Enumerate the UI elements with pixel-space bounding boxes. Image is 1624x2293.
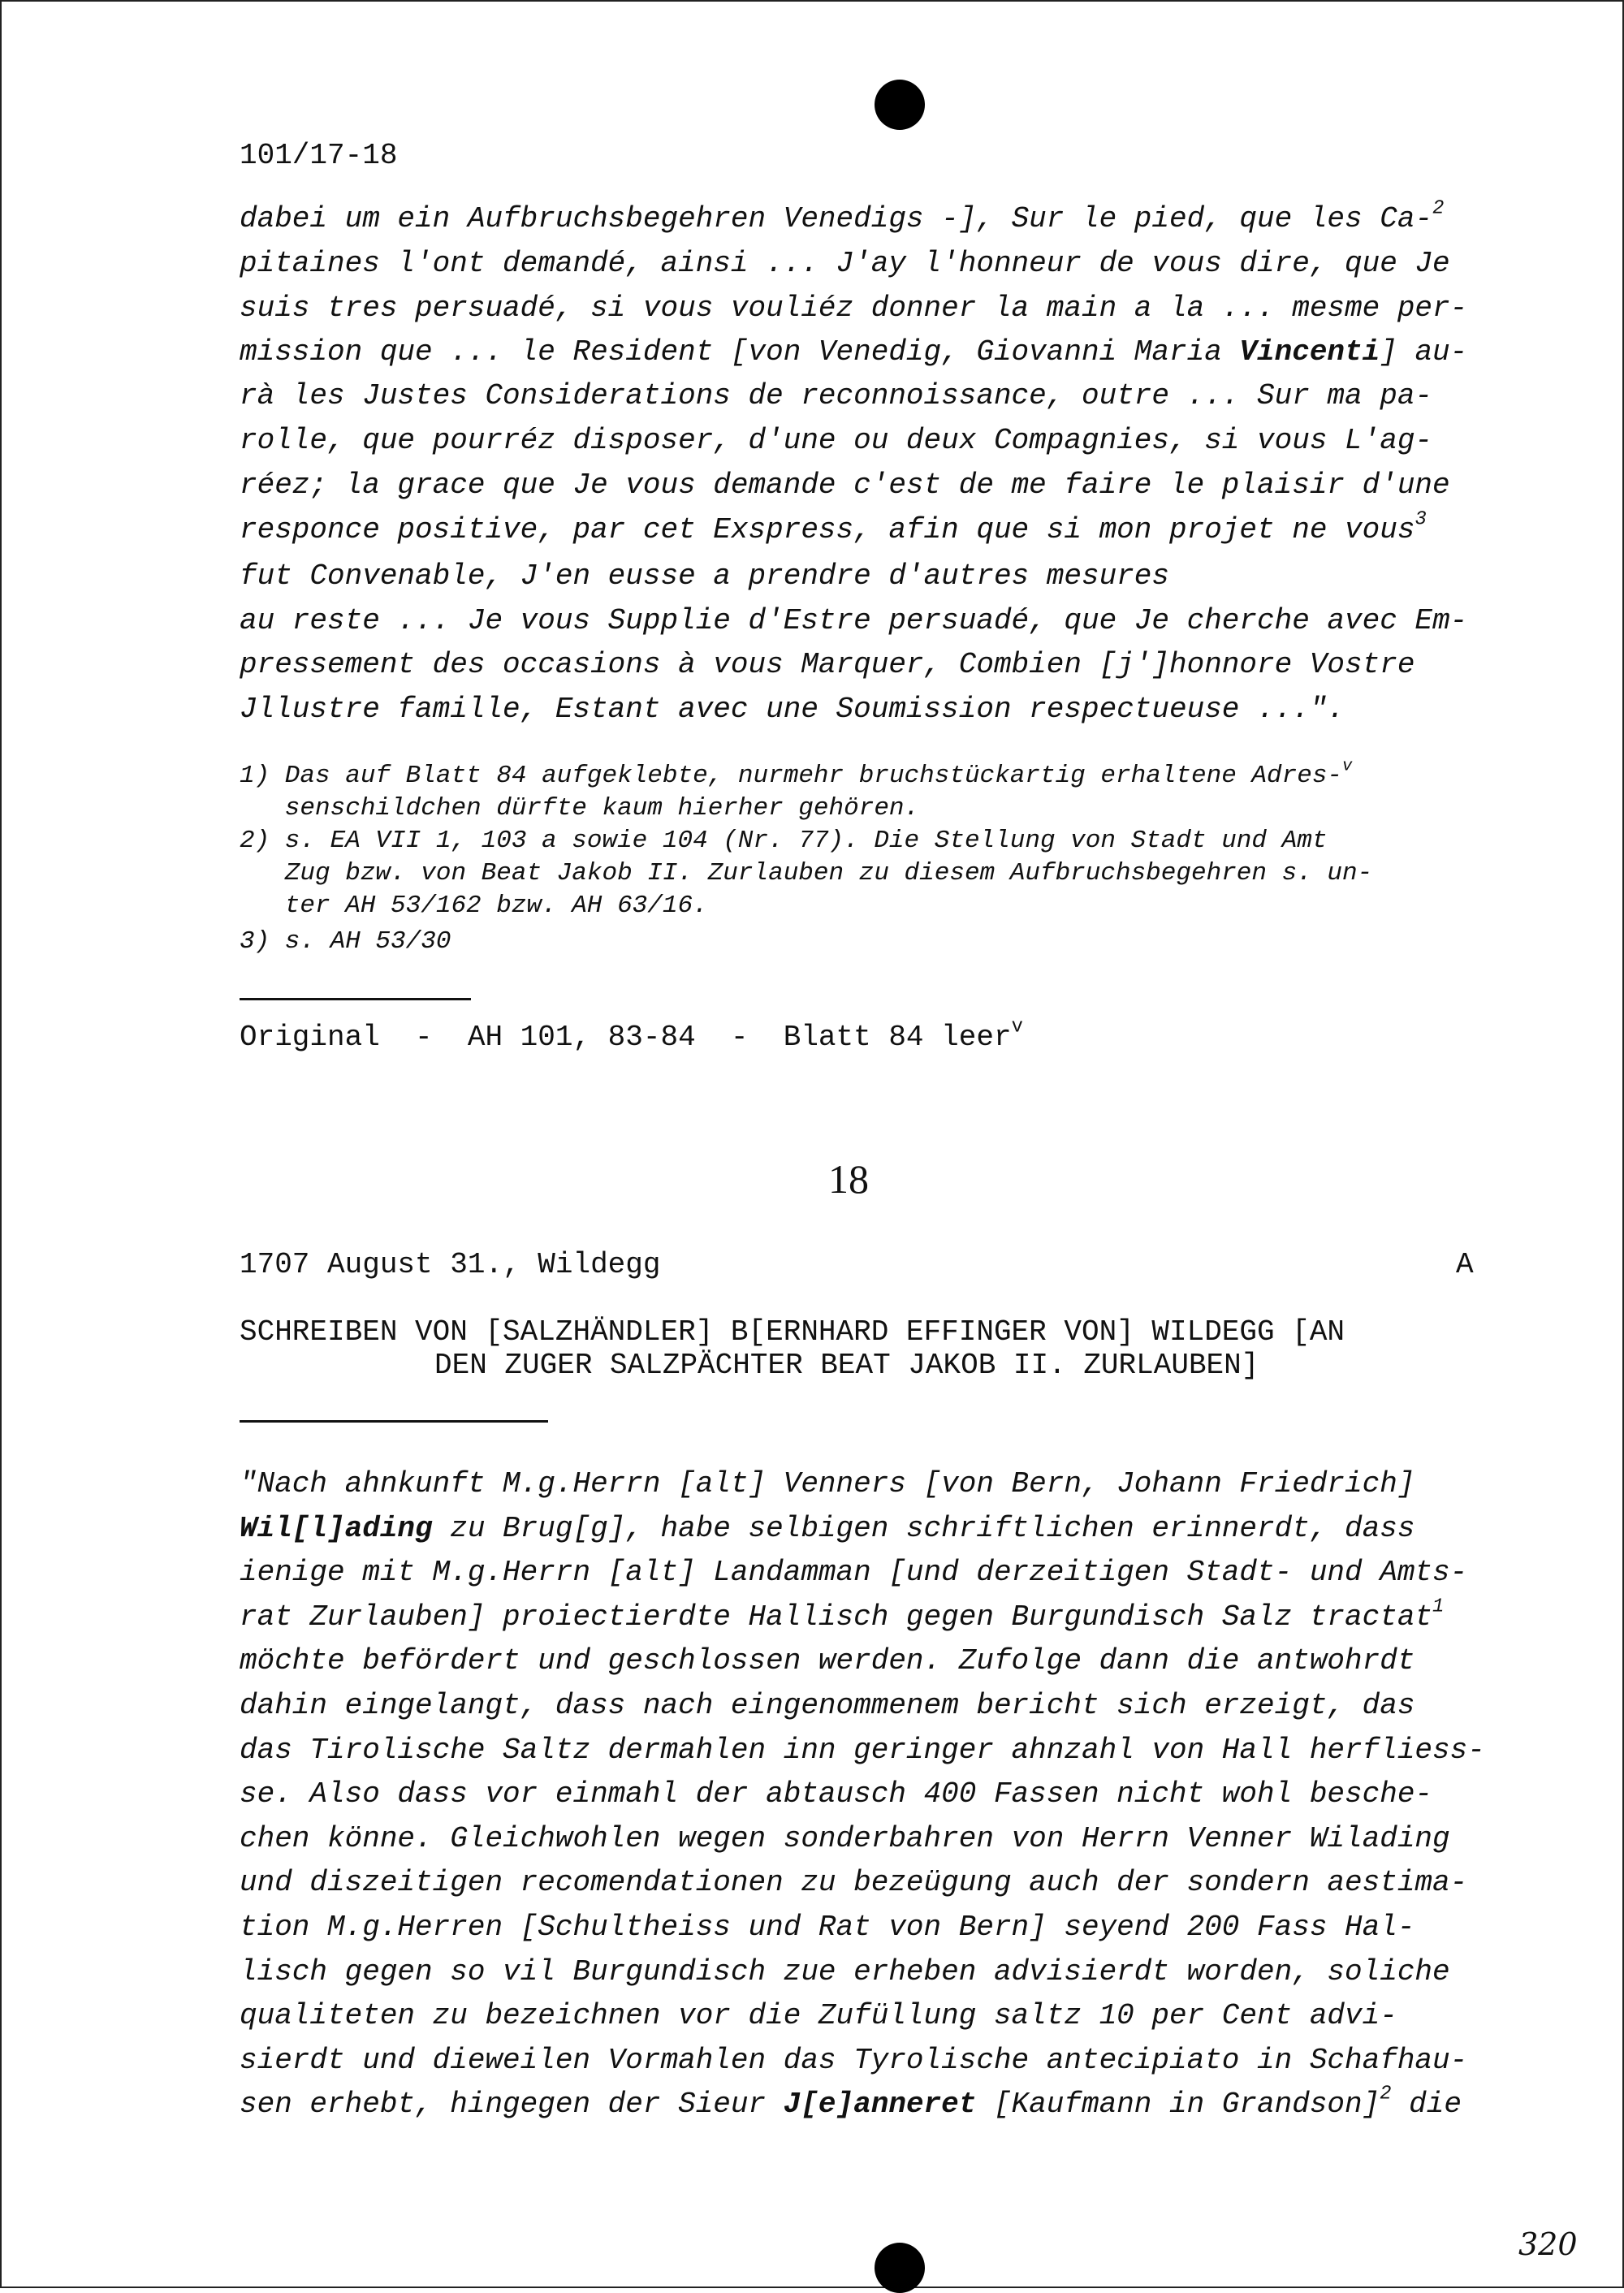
body-line — [240, 508, 1427, 546]
superscript: 3 — [1415, 508, 1427, 531]
text-run: Jllustre famille, Estant avec une Soumission respectueuse ...". — [240, 693, 1345, 726]
handwritten-page-number: 320 — [1518, 2226, 1578, 2262]
text-run: ] au- — [1380, 335, 1468, 369]
footnote-line — [240, 794, 919, 823]
text-run: die — [1391, 2088, 1462, 2122]
heading-rule — [240, 1420, 548, 1423]
body-line — [240, 1645, 1415, 1678]
body-line — [240, 1690, 1415, 1722]
text-run: leer — [923, 1021, 1012, 1054]
text-run: responce — [240, 513, 380, 546]
text-run: , Sur le pied, que les Ca- — [976, 202, 1433, 235]
text-run: 3) s. AH 53/30 — [240, 927, 451, 956]
date-place: 1707 August 31., Wildegg — [240, 1248, 661, 1281]
text-run: zu Brug[g], habe selbigen schriftlichen erinnerdt, dass — [432, 1511, 1415, 1545]
body-line — [240, 560, 1169, 593]
body-line — [240, 197, 1445, 235]
document-number: 18 — [828, 1156, 869, 1202]
body-line — [240, 2000, 1397, 2032]
body-line — [240, 1734, 1485, 1767]
body-line — [240, 2083, 1462, 2122]
text-run: möchte befördert und geschlossen werden. Zufolge dann die antwohrdt — [240, 1644, 1415, 1678]
superscript: v — [1342, 757, 1353, 776]
text-run: dahin eingelangt, dass nach eingenommenem bericht sich erzeigt, das — [240, 1689, 1415, 1722]
body-line — [240, 1778, 1432, 1811]
superscript: v — [1011, 1016, 1023, 1039]
text-run: und diszeitigen recomendationen zu bezeügung auch der sondern aestima- — [240, 1866, 1468, 1900]
text-run: ienige mit M.g.Herrn [alt] Landamman [und derzeitigen Stadt- und Amts- — [240, 1556, 1468, 1590]
superscript: 1 — [1432, 1596, 1445, 1618]
text-run: rat Zurlauben] proiectierdte Hallisch gegen Burgundisch Salz tractat — [240, 1600, 1433, 1634]
body-line — [240, 292, 1467, 325]
text-run: au reste ... Je vous Supplie d'Estre persuadé, que Je cherche avec Em- — [240, 604, 1468, 637]
body-line — [240, 336, 1467, 369]
text-run: réez; la grace que Je vous demande c'est de me faire le plaisir d'une — [240, 469, 1450, 502]
body-line — [240, 605, 1467, 637]
person-name: Wil[l]ading — [240, 1511, 433, 1545]
body-line — [240, 425, 1432, 457]
text-run: lisch gegen so vil Burgundisch zue erheben advisierdt worden, soliche — [240, 1954, 1450, 1989]
body-line — [240, 1557, 1467, 1589]
footnote-separator-rule — [240, 998, 471, 1000]
text-run: 2) s. EA VII 1, 103 a sowie 104 (Nr. 77). Die Stellung von Stadt und Amt — [240, 827, 1328, 855]
text-run: tion M.g.Herren [Schultheiss und Rat von Bern] seyend 200 Fass Hal- — [240, 1911, 1415, 1944]
text-run: das Tirolische Saltz dermahlen inn geringer ahnzahl von Hall herfliess- — [240, 1733, 1485, 1767]
footnote-line — [240, 757, 1353, 791]
person-name: J[e]anneret — [783, 2088, 977, 2122]
text-run: suis tres persuadé, si vous vouliéz donner la main a la ... mesme per- — [240, 291, 1468, 325]
heading-line-2: DEN ZUGER SALZPÄCHTER BEAT JAKOB II. ZURLAUBEN] — [434, 1349, 1259, 1382]
body-line — [240, 1468, 1415, 1501]
footnote-line — [240, 892, 708, 921]
text-run: fut Convenable, J'en eusse a prendre d'autres mesures — [240, 559, 1169, 593]
text-run: aufgeklebte, nurmehr bruchstückartig erhaltene Adres- — [526, 762, 1343, 790]
punch-hole-bottom — [875, 2243, 925, 2293]
text-run: pitaines l'ont demandé, ainsi ... J'ay l'honneur de vous dire, que Je — [240, 247, 1450, 280]
footnote-line — [240, 859, 1372, 888]
text-run: "Nach ahnkunft M.g.Herrn [alt] Venners [von Bern, Johann Friedrich] — [240, 1467, 1415, 1501]
text-run: chen könne. Gleichwohlen wegen sonderbahren von Herrn Venner Wilading — [240, 1821, 1450, 1855]
body-line — [240, 1596, 1445, 1634]
punch-hole-top — [875, 80, 925, 130]
body-line — [240, 380, 1432, 412]
text-run: senschildchen dürfte kaum hierher gehören. — [240, 794, 920, 823]
body-line — [240, 469, 1450, 502]
page-reference: 101/17-18 — [240, 139, 398, 172]
superscript: 2 — [1380, 2083, 1392, 2105]
text-run: rà les Justes Considerations de reconnoissance, outre ... Sur ma pa- — [240, 379, 1433, 412]
body-line — [240, 693, 1345, 726]
body-line — [240, 2045, 1467, 2077]
text-run: mission que ... le Resident [von Venedig, Giovanni Maria — [240, 335, 1240, 369]
body-line — [240, 1956, 1450, 1989]
text-run: ter AH 53/162 bzw. AH 63/16. — [240, 892, 708, 920]
body-line — [240, 1823, 1450, 1855]
text-run: pressement des occasions à vous Marquer, Combien [j']honnore Vostre — [240, 648, 1415, 681]
text-run: Original - AH 101, 83-84 - Blatt 84 — [240, 1021, 924, 1054]
text-run: positive, par cet Exspress, afin que si mon projet ne vous — [379, 513, 1415, 546]
text-run: sen erhebt, hingegen der Sieur — [240, 2088, 784, 2122]
text-run: [Kaufmann in Grandson] — [976, 2088, 1380, 2122]
body-line — [240, 1513, 1415, 1545]
superscript: 2 — [1432, 197, 1445, 220]
heading-line-1: SCHREIBEN VON [SALZHÄNDLER] B[ERNHARD EFFINGER VON] WILDEGG [AN — [240, 1315, 1345, 1349]
footnote-line — [240, 827, 1327, 856]
footnote-line — [240, 927, 451, 956]
text-run: sierdt und dieweilen Vormahlen das Tyrolische antecipiato in Schafhau- — [240, 2043, 1468, 2077]
body-line — [240, 649, 1415, 681]
source-note — [240, 1016, 1023, 1054]
text-run: Zug bzw. von Beat Jakob II. Zurlauben zu diesem Aufbruchsbegehren s. un- — [240, 859, 1373, 887]
text-run: dabei um ein Aufbruchsbegehren Venedigs -] — [240, 202, 977, 235]
document-marker: A — [1456, 1248, 1474, 1281]
body-line — [240, 1911, 1415, 1944]
body-line — [240, 248, 1450, 280]
text-run: rolle, que pourréz disposer, d'une ou deux Compagnies, si vous L'ag- — [240, 424, 1433, 457]
body-line — [240, 1867, 1467, 1899]
text-run: se. Also dass vor einmahl der abtausch 400 Fassen nicht wohl besche- — [240, 1777, 1433, 1812]
text-run: 1) Das auf Blatt 84 — [240, 762, 527, 790]
person-name: Vincenti — [1239, 335, 1380, 369]
text-run: qualiteten zu bezeichnen vor die Zufüllung saltz 10 per Cent advi- — [240, 1999, 1397, 2033]
